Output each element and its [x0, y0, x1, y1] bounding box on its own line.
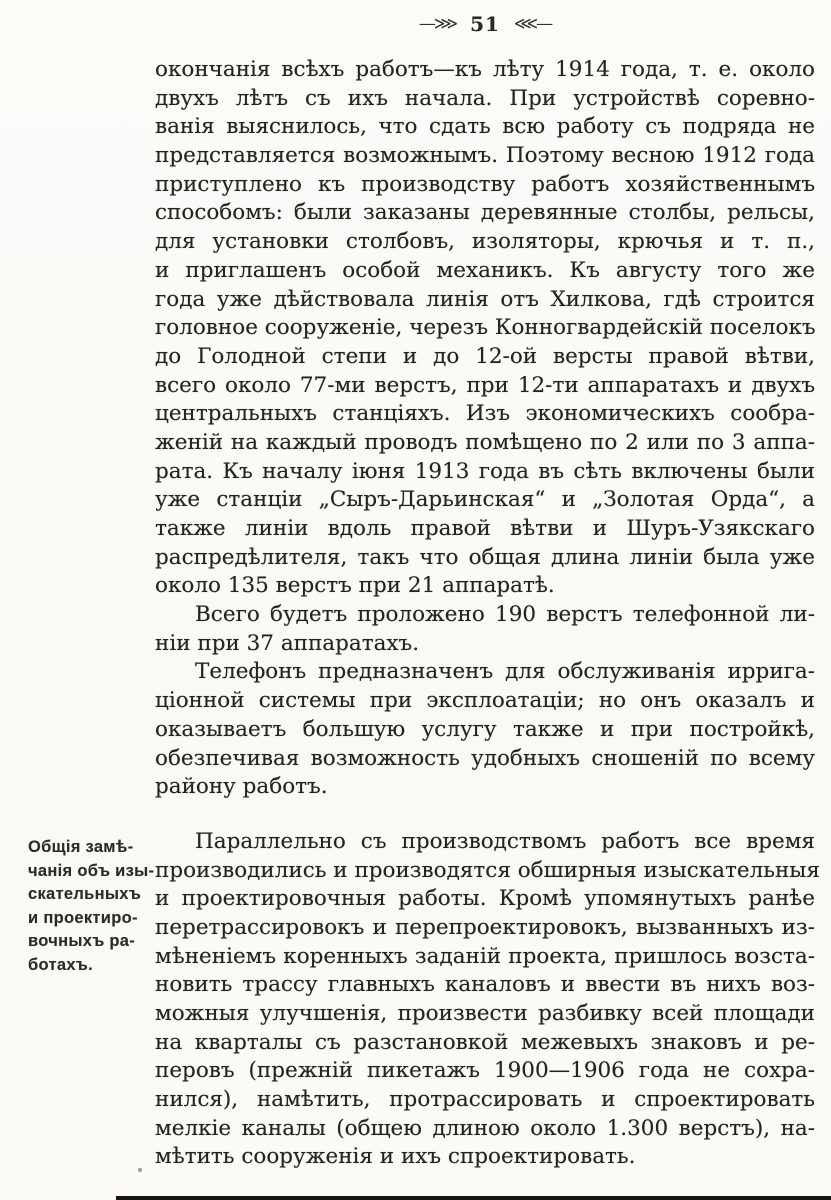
text-line: распредѣлителя, такъ что общая длина линіи была уже [155, 544, 815, 570]
text-line: до Голодной степи и до 12-ой версты правой вѣтви, [155, 343, 815, 369]
text-line: ванія выяснилось, что сдать всю работу съ подряда не [155, 114, 815, 140]
text-line: ціонной системы при эксплоатаціи; но онъ оказалъ и [155, 688, 815, 714]
text-line: Всего будетъ проложено 190 верстъ телефонной ли- [195, 602, 815, 628]
text-line: центральныхъ станціяхъ. Изъ экономическихъ сообра- [155, 401, 815, 427]
text-line: мѣтить сооруженія и ихъ спроектировать. [155, 1144, 636, 1170]
text-line: мѣненіемъ коренныхъ заданій проекта, пришлось возста- [155, 943, 815, 969]
text-line: и приглашенъ особой механикъ. Къ августу того же [155, 257, 815, 283]
text-line: приступлено къ производству работъ хозяйственнымъ [155, 171, 815, 197]
running-head [155, 12, 815, 36]
margin-note-line: ботахъ. [28, 955, 94, 974]
paragraph [155, 56, 815, 601]
text-line: производились и производятся обширныя изыскательныя [155, 857, 820, 883]
text-line: уже станціи „Сыръ-Дарьинская“ и „Золотая Орда“, а [155, 487, 815, 513]
text-line: мелкіе каналы (общею длиною около 1.300 верстъ), на- [155, 1115, 815, 1141]
text-line: для установки столбовъ, изоляторы, крючья и т. п., [155, 229, 815, 255]
paragraph [155, 658, 815, 801]
fleuron-right-icon: ⋘— [513, 14, 552, 34]
text-line: нился), намѣтить, протрассировать и спроектировать [155, 1087, 815, 1113]
text-line: женій на каждый проводъ помѣщено по 2 или по 3 аппа- [155, 429, 815, 455]
margin-note-line: скательныхъ [28, 885, 142, 904]
scan-edge-artifact [116, 1196, 831, 1200]
paragraph [155, 828, 820, 1172]
margin-note-line: Общія замѣ- [28, 838, 134, 856]
text-line: обезпечивая возможность удобныхъ сношеній по всему [155, 745, 815, 771]
text-line: года уже дѣйствовала линія отъ Хилкова, гдѣ строится [155, 286, 815, 312]
fleuron-left-icon: —⋙ [418, 14, 457, 34]
text-line: двухъ лѣтъ съ ихъ начала. При устройствѣ соревно- [155, 85, 815, 111]
text-line: Параллельно съ производствомъ работъ все время [195, 828, 815, 854]
text-line: и проектировочныя работы. Кромѣ упомянутыхъ ранѣе [155, 886, 815, 912]
text-line: можныя улучшенія, произвести разбивку всей площади [155, 1001, 815, 1026]
text-line: району работъ. [155, 774, 328, 800]
text-line: рата. Къ началу іюня 1913 года въ сѣть включены были [155, 458, 815, 484]
text-line: перовъ (прежній пикетажъ 1900—1906 года не сохра- [155, 1058, 815, 1084]
margin-note-line: чанія объ изы- [28, 861, 155, 880]
margin-note [28, 836, 154, 978]
text-line: ніи при 37 аппаратахъ. [155, 630, 420, 656]
text-line: новить трассу главныхъ каналовъ и ввести въ нихъ воз- [155, 972, 815, 998]
text-line: Телефонъ предназначенъ для обслуживанія иррига- [195, 659, 815, 685]
text-line: оказываетъ большую услугу также и при постройкѣ, [155, 716, 815, 742]
text-line: на кварталы съ разстановкой межевыхъ знаковъ и ре- [155, 1029, 815, 1055]
margin-note-line: вочныхъ ра- [28, 932, 136, 951]
scan-speck [138, 1168, 142, 1172]
text-line: представляется возможнымъ. Поэтому весною 1912 года [155, 143, 815, 169]
text-line: способомъ: были заказаны деревянные столбы, рельсы, [155, 200, 815, 226]
text-line: окончанія всѣхъ работъ—къ лѣту 1914 года, т. е. около [155, 57, 815, 82]
page-number: 51 [470, 12, 500, 36]
text-line: также линіи вдоль правой вѣтви и Шуръ-Узякскаго [155, 516, 815, 541]
text-line: всего около 77-ми верстъ, при 12-ти аппаратахъ и двухъ [155, 372, 815, 398]
paragraph [155, 601, 815, 658]
margin-note-line: и проектиро- [28, 908, 138, 927]
text-line: около 135 верстъ при 21 аппаратѣ. [155, 573, 555, 599]
text-line: перетрассировокъ и перепроектировокъ, вызванныхъ из- [155, 914, 815, 940]
text-line: головное сооруженіе, черезъ Конногвардейскій поселокъ [155, 315, 816, 341]
body-text [155, 56, 820, 1172]
